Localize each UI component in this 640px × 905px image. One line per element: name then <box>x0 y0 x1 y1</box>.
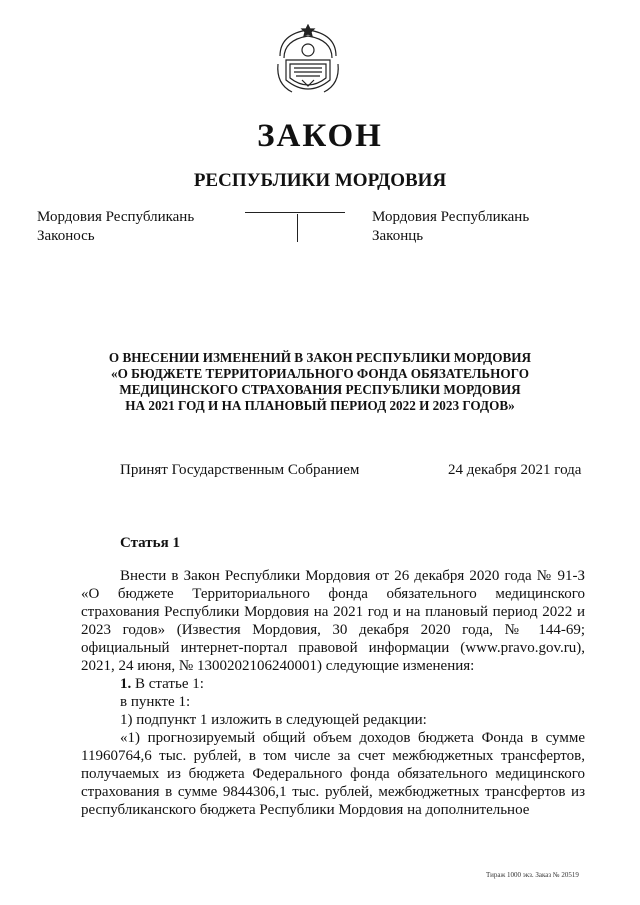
law-title <box>60 350 580 414</box>
moksha-line-2: Законось <box>37 228 95 244</box>
quote-paragraph: «1) прогнозируемый общий объем доходов бюджета Фонда в сумме 11960764,6 тыс. рублей, в том числе за счет межбюджетных трансфертов, получаемых из бюджета Федерального фонда обязательного медицинского страхования в сумме 9844306,1 тыс. рублей, межбюджетных трансфертов из республиканского бюджета Республики Мордовия на дополнительное <box>81 730 585 818</box>
law-title-line-1: О ВНЕСЕНИИ ИЗМЕНЕНИЙ В ЗАКОН РЕСПУБЛИКИ МОРДОВИЯ <box>108 350 532 365</box>
header-divider <box>245 212 345 213</box>
item-1 <box>81 675 585 693</box>
point-text: в пункте 1: <box>120 694 191 710</box>
coat-of-arms-emblem <box>272 24 344 100</box>
document-title: ЗАКОН <box>257 118 383 154</box>
adoption-date: 24 декабря 2021 года <box>448 462 582 478</box>
moksha-line-1: Мордовия Республикань <box>37 209 195 225</box>
adoption-label: Принят Государственным Собранием <box>120 462 360 478</box>
moksha-title <box>37 208 194 246</box>
document-subtitle: РЕСПУБЛИКИ МОРДОВИЯ <box>193 170 447 191</box>
header-divider-vertical <box>297 214 298 242</box>
law-title-line-2: «О БЮДЖЕТЕ ТЕРРИТОРИАЛЬНОГО ФОНДА ОБЯЗАТЕЛЬНОГО <box>111 366 529 381</box>
erzya-line-1: Мордовия Республикань <box>372 209 530 225</box>
erzya-line-2: Законць <box>372 228 424 244</box>
article-paragraph-1: Внести в Закон Республики Мордовия от 26 декабря 2020 года № 91-З «О бюджете Территориального фонда обязательного медицинского страхования Республики Мордовия на 2021 год и на плановый период 2022 и 2023 годов» (Известия Мордовия, 30 декабря 2020 года, № 144-69; официальный интернет-портал правовой информации (www.pravo.gov.ru), 2021, 24 июня, № 1300202106240001) следующие изменения: <box>81 568 585 674</box>
item-1-number: 1. <box>120 676 132 692</box>
article-heading: Статья 1 <box>120 535 180 551</box>
law-title-line-4: НА 2021 ГОД И НА ПЛАНОВЫЙ ПЕРИОД 2022 И 2023 ГОДОВ» <box>125 398 515 413</box>
erzya-title <box>372 208 529 246</box>
subpoint-text: 1) подпункт 1 изложить в следующей редакции: <box>120 712 427 728</box>
law-title-line-3: МЕДИЦИНСКОГО СТРАХОВАНИЯ РЕСПУБЛИКИ МОРДОВИЯ <box>119 382 521 397</box>
article-body <box>81 567 585 819</box>
print-run-footer: Тираж 1000 экз. Заказ № 20519 <box>486 871 579 879</box>
item-1-text: В статье 1: <box>135 676 204 692</box>
